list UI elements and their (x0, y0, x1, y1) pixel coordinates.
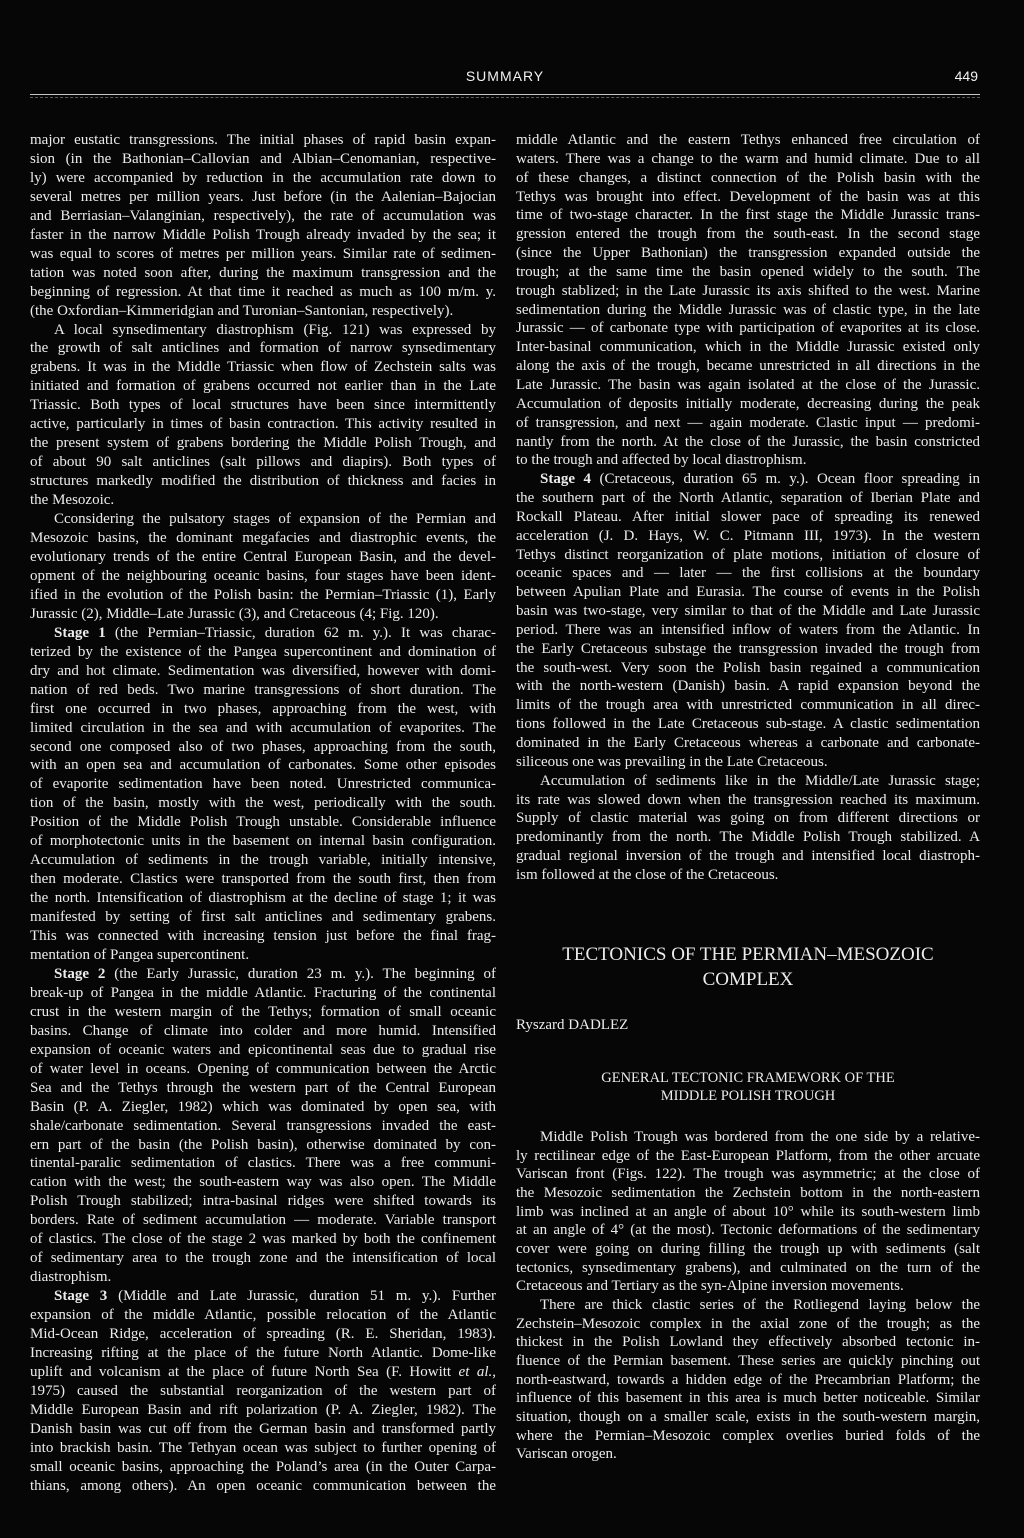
text-line: oceanic spaces and — later — the first collisions at the boundary (516, 565, 980, 582)
paragraph (30, 624, 496, 965)
text-line: beginning of regression. At that time it reached as much as 100 m/m. y. (30, 283, 496, 300)
text-line: Mid-Ocean Ridge, acceleration of spreading (R. E. Sheridan, 1983). (30, 1326, 496, 1343)
text-line: tions followed in the Late Cretaceous sub-stage. A clastic sedimentation (516, 716, 980, 733)
text-line: Jurassic — of carbonate type with participation of evaporites at its close. (516, 320, 980, 337)
text-line: cover were going on during filling the trough up with sediments (salt (516, 1240, 980, 1257)
chapter-title-line: TECTONICS OF THE PERMIAN–MESOZOIC (562, 944, 934, 965)
text-line: the growth of salt anticlines and formation of narrow synsedimentary (30, 340, 496, 357)
text-line: 1975) caused the substantial reorganization of the western part of (30, 1382, 496, 1399)
text-line: thians, among others). An open oceanic communication between the (30, 1477, 496, 1494)
stage-label: Stage 1 (54, 624, 106, 641)
text-line: basins. Change of climate into colder and more humid. Intensified (30, 1022, 496, 1039)
text-line (30, 1287, 496, 1306)
text-line: trough stablized; in the Late Jurassic its axis shifted to the west. Marine (516, 282, 980, 299)
text-run: (the Permian–Triassic, duration 62 m. y.). It was charac- (105, 624, 496, 641)
text-line: Tethys distinct reorganization of plate motions, initiation of closure of (516, 546, 980, 563)
text-line: gradual regional inversion of the trough and intensified local diastroph- (516, 848, 980, 865)
text-line: second one composed also of two phases, approaching from the south, (30, 738, 496, 755)
section-body (516, 1128, 980, 1464)
text-line: There are thick clastic series of the Rotliegend laying below the (540, 1296, 980, 1313)
text-line: dominated in the Early Cretaceous whereas a carbonate and carbonate- (516, 735, 980, 751)
paragraph (516, 1296, 980, 1464)
text-line: with an open sea and accumulation of carbonates. Some other episodes (30, 757, 496, 774)
text-line: time of two-stage character. In the first stage the Middle Jurassic trans- (516, 207, 980, 224)
text-line: limits of the trough area with unrestricted communication in all direc- (516, 697, 980, 714)
text-line: several metres per million years. Just before (in the Aalenian–Bajocian (30, 188, 496, 205)
text-line: (since the Upper Bathonian) the transgression expanded outside the (516, 245, 980, 262)
text-line: sion (in the Bathonian–Callovian and Albian–Cenomanian, respective- (30, 150, 496, 167)
text-line: ly) were accompanied by reduction in the accumulation rate down to (30, 169, 496, 186)
text-line: its rate was slowed down when the transgression reached its maximum. (516, 791, 980, 808)
text-line: along the axis of the trough, became unrestricted in all directions in the (516, 358, 980, 375)
text-line: fluence of the Permian basement. These series are quickly pinching out (516, 1352, 980, 1369)
text-line: crust in the western margin of the Tethys; formation of small oceanic (30, 1003, 496, 1020)
text-line: where the Permian–Mesozoic complex overlies buried folds of the (516, 1427, 980, 1444)
text-line (30, 965, 496, 984)
text-line: diastrophism. (30, 1269, 112, 1286)
text-line: evolutionary trends of the entire Central European Basin, and the devel- (30, 548, 496, 565)
text-line: ly rectilinear edge of the East-European Platform, from the other arcuate (516, 1147, 980, 1164)
text-line: tectonics, synsedimentary grabens), and culminated on the turn of the (516, 1259, 980, 1276)
text-line: tation was noted soon after, during the maximum transgression and the (30, 264, 496, 281)
text-line: terized by the existence of the Pangea supercontinent and domination of (30, 643, 496, 660)
text-line: of clastics. The close of the stage 2 was marked by both the confinement (30, 1231, 496, 1248)
text-line: thickest in the Polish Lowland they effectively absorbed tectonic in- (516, 1334, 980, 1351)
text-line: dry and hot climate. Sedimentation was diversified, however with domi- (30, 662, 496, 679)
text-line: of evaporite sedimentation have been noted. Unrestricted communica- (30, 776, 496, 793)
text-line: Zechstein–Mesozoic complex in the axial zone of the trough; as the (516, 1315, 980, 1332)
text-line: was equal to scores of metres per million years. Similar rate of sedimen- (30, 245, 496, 262)
text-line: major eustatic transgressions. The initial phases of rapid basin expan- (30, 132, 496, 148)
right-column-summary-continued (516, 131, 980, 885)
text-run: , (492, 1363, 496, 1380)
text-line: between Apulian Plate and Eurasia. The course of events in the Polish (516, 584, 980, 601)
text-line: limb was inclined at an angle of about 10° while its south-western limb (516, 1203, 980, 1220)
text-line: period. There was an intensified inflow of waters from the Atlantic. In (516, 621, 980, 638)
text-line: grabens. It was in the Middle Triassic when flow of Zechstein salts was (30, 359, 496, 376)
text-line: ern part of the basin (the Polish basin), otherwise dominated by con- (30, 1136, 496, 1153)
text-line: Sea and the Tethys through the western part of the Central European (30, 1079, 496, 1096)
text-line: the north. Intensification of diastrophism at the decline of stage 1; it was (30, 890, 496, 907)
stage-label: Stage 2 (54, 965, 106, 982)
paragraph (30, 510, 496, 624)
text-line: Danish basin was cut off from the German basin and transformed partly (30, 1420, 496, 1437)
section-title-line: GENERAL TECTONIC FRAMEWORK OF THE (601, 1070, 895, 1086)
text-line: This was connected with increasing tension just before the final frag- (30, 928, 496, 945)
text-line: Accumulation of sediments in the trough variable, initially intensive, (30, 852, 496, 869)
section-title-line: MIDDLE POLISH TROUGH (660, 1088, 836, 1104)
text-line: cation with the west; the south-eastern way was also open. The Middle (30, 1174, 496, 1191)
text-line: siliceous one was prevailing in the Late Cretaceous. (516, 753, 828, 770)
text-line: expansion of the middle Atlantic, possible relocation of the Atlantic (30, 1307, 496, 1324)
text-line: structures markedly modified the distribution of thickness and facies in (30, 473, 496, 490)
text-line: the Mesozoic sedimentation the Zechstein bottom in the north-eastern (516, 1184, 980, 1201)
text-line: expansion of oceanic waters and epicontinental seas due to gradual rise (30, 1041, 496, 1058)
text-line: mentation of Pangea supercontinent. (30, 946, 250, 963)
text-line: influence of this basement in this area is much better noticeable. Similar (516, 1390, 980, 1407)
chapter-title-line: COMPLEX (702, 969, 794, 990)
text-line: (the Oxfordian–Kimmeridgian and Turonian–Santonian, respectively). (30, 302, 454, 319)
chapter-title (516, 942, 980, 992)
text-line: Cretaceous and Tertiary as the syn-Alpine inversion movements. (516, 1278, 904, 1295)
text-line: Middle Polish Trough was bordered from the one side by a relative- (540, 1129, 980, 1145)
text-line: Variscan front (Figs. 122). The trough was asymmetric; at the close of (516, 1166, 980, 1183)
text-line: sedimentation during the Middle Jurassic was of clastic type, in the late (516, 301, 980, 318)
text-line: Mesozoic basins, the dominant megafacies and diastrophic events, the (30, 530, 496, 547)
section-title (516, 1069, 980, 1105)
text-line: shale/carbonate sedimentation. Several transgressions invaded the east- (30, 1117, 496, 1134)
text-line: Late Jurassic. The basin was again isolated at the close of the Jurassic. (516, 376, 980, 393)
paragraph (30, 965, 496, 1287)
text-line: ified in the evolution of the Polish basin: the Permian–Triassic (1), Early (30, 586, 496, 603)
text-line: of transgression, and next — again moderate. Clastic input — predomi- (516, 414, 980, 431)
text-line: predominantly from the north. The Middle Polish Trough stabilized. A (516, 829, 980, 846)
text-line: trough; at the same time the basin opened widely to the south. The (516, 263, 980, 280)
text-line: gression entered the trough from the south-east. In the second stage (516, 226, 980, 243)
text-line: the Mesozoic. (30, 492, 115, 509)
text-line: Supply of clastic material was going on from different directions or (516, 810, 980, 827)
text-run: uplift and volcanism at the place of future North Sea (F. Howitt (30, 1363, 459, 1380)
text-line: of sedimentary area to the trough zone and the intensification of local (30, 1250, 496, 1267)
paragraph (516, 470, 980, 772)
text-line: and Berriasian–Valanginian, respectively), the rate of accumulation was (30, 207, 496, 224)
text-line: basin was two-stage, very similar to that of the Middle and Late Jurassic (516, 603, 980, 620)
text-line: nantly from the north. At the close of the Jurassic, the basin constricted (516, 433, 980, 450)
text-line: faster in the narrow Middle Polish Trough already invaded by the sea; it (30, 226, 496, 243)
text-run: (Cretaceous, duration 65 m. y.). Ocean floor spreading in (591, 471, 980, 488)
text-line: Polish Trough stabilized; intra-basinal ridges were shifted towards its (30, 1193, 496, 1210)
text-line: opment of the neighbouring oceanic basins, four stages have been ident- (30, 567, 496, 584)
text-line: nation of red beds. Two marine transgressions of short duration. The (30, 681, 496, 698)
text-line: middle Atlantic and the eastern Tethys enhanced free circulation of (516, 132, 980, 148)
paragraph (516, 772, 980, 885)
text-line: tinental-paralic sedimentation of clastics. There was a free communi- (30, 1155, 496, 1172)
text-line: small oceanic basins, approaching the Poland’s area (in the Outer Carpa- (30, 1458, 496, 1475)
running-head (30, 66, 980, 86)
author-name: Ryszard DADLEZ (516, 1017, 629, 1033)
text-line: ism followed at the close of the Cretaceous. (516, 866, 779, 883)
text-line (30, 624, 496, 643)
text-line: first one occurred in two phases, approaching from the west, with (30, 700, 496, 717)
text-line: break-up of Pangea in the middle Atlantic. Fracturing of the continental (30, 984, 496, 1001)
left-column (30, 131, 496, 1496)
text-line: Accumulation of sediments like in the Middle/Late Jurassic stage; (540, 772, 980, 789)
text-line: Position of the Middle Polish Trough unstable. Considerable influence (30, 814, 496, 831)
text-line: Tethys was brought into effect. Development of the basin was at this (516, 188, 980, 205)
text-line: then moderate. Clastics were transported from the south first, then from (30, 871, 496, 888)
header-rule (30, 94, 980, 95)
text-line: Triassic. Both types of local structures have been since intermittently (30, 397, 496, 414)
text-run: (the Early Jurassic, duration 23 m. y.). The beginning of (105, 965, 496, 982)
text-line: the Early Cretaceous substage the transgression invaded the trough from (516, 640, 980, 657)
running-head-title: SUMMARY (465, 68, 545, 84)
page-number: 449 (954, 68, 978, 84)
text-line: into brackish basin. The Tethyan ocean was subject to further opening of (30, 1439, 496, 1456)
text-line: tion of the basin, mostly with the west, periodically with the south. (30, 795, 496, 812)
paragraph (30, 321, 496, 511)
stage-label: Stage 3 (54, 1288, 108, 1305)
text-line: Basin (P. A. Ziegler, 1982) which was dominated by open sea, with (30, 1098, 496, 1115)
text-run: (Middle and Late Jurassic, duration 51 m. y.). Further (107, 1288, 497, 1305)
text-line: A local synsedimentary diastrophism (Fig. 121) was expressed by (54, 321, 496, 338)
paragraph (516, 131, 980, 470)
text-line: of morphotectonic units in the basement on internal basin configuration. (30, 833, 496, 850)
text-line: Rockall Plateau. After initial slower pace of spreading its renewed (516, 508, 980, 525)
paragraph (30, 131, 496, 321)
stage-label: Stage 4 (540, 471, 592, 488)
text-line (30, 1363, 496, 1382)
text-line: at an angle of 4° (at the most). Tectonic deformations of the sedimentary (516, 1222, 980, 1239)
paragraph (516, 1128, 980, 1296)
text-line: limited circulation in the sea and with accumulation of evaporites. The (30, 719, 496, 736)
text-line: acceleration (J. D. Hays, W. C. Pitmann III, 1973). In the western (516, 527, 980, 544)
text-line: of about 90 salt anticlines (salt pillows and diapirs). Both types of (30, 454, 496, 471)
text-line (516, 470, 980, 489)
text-line: waters. There was a change to the warm and humid climate. Due to all (516, 150, 980, 167)
text-line: borders. Rate of sediment accumulation — moderate. Variable transport (30, 1212, 496, 1229)
text-line: situation, though on a smaller scale, exists in the south-western margin, (516, 1408, 980, 1425)
text-line: Accumulation of deposits initially moderate, decreasing during the peak (516, 395, 980, 412)
text-line: of these changes, a distinct connection of the Polish basin with the (516, 169, 980, 186)
paragraph (30, 1287, 496, 1495)
text-line: the southern part of the North Atlantic, separation of Iberian Plate and (516, 490, 980, 507)
text-line: Variscan orogen. (516, 1446, 617, 1463)
text-line: Middle European Basin and rift polarization (P. A. Ziegler, 1982). The (30, 1401, 496, 1418)
text-line: Increasing rifting at the place of the future North Atlantic. Dome-like (30, 1345, 496, 1361)
text-line: the present system of grabens bordering the Middle Polish Trough, and (30, 435, 496, 452)
text-line: Jurassic (2), Middle–Late Jurassic (3), and Cretaceous (4; Fig. 120). (30, 605, 439, 622)
text-line: north-eastward, towards a hidden edge of the Precambrian Platform; the (516, 1371, 980, 1388)
text-line: to the trough and affected by local diastrophism. (516, 452, 807, 469)
text-line: the south-west. Very soon the Polish basin regained a communication (516, 659, 980, 676)
text-line: Inter-basinal communication, which in the Middle Jurassic existed only (516, 339, 980, 356)
header-rule-secondary (30, 97, 980, 98)
text-line: with the north-western (Danish) basin. A rapid expansion beyond the (516, 678, 980, 695)
text-line: active, particularly in times of basin contraction. This activity resulted in (30, 416, 496, 433)
text-line: manifested by setting of first salt anticlines and sedimentary grabens. (30, 909, 496, 926)
text-line: initiated and formation of grabens occurred not earlier than in the Late (30, 378, 496, 395)
text-line: of water level in oceans. Opening of communication between the Arctic (30, 1060, 496, 1077)
italic-run: et al. (458, 1363, 493, 1380)
text-line: Cconsidering the pulsatory stages of expansion of the Permian and (54, 511, 496, 528)
